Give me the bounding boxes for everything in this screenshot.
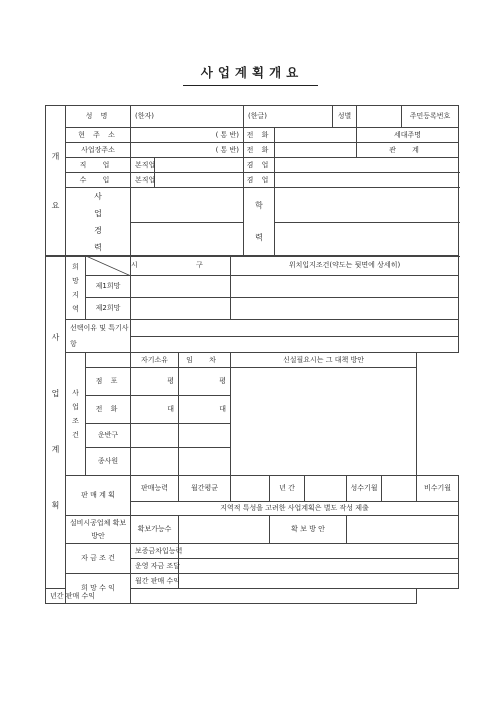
page-title: 사업계획개요 <box>200 65 304 80</box>
gender-label: 성별 <box>333 106 357 128</box>
address-phone-label: 전 화 <box>244 128 275 143</box>
education-field-2[interactable] <box>275 222 459 257</box>
business-side-cell <box>46 256 66 589</box>
income-main-label: 본직업 <box>131 173 155 188</box>
hope-second-label: 제2희망 <box>86 298 131 320</box>
name-hanja-field[interactable]: (한자) <box>131 106 244 128</box>
education-label: 학력 <box>255 201 263 242</box>
facility-label: 설비시공업체 확보 방안 <box>66 516 131 544</box>
income-side-label: 겸 업 <box>244 173 275 188</box>
conditions-corner-cell <box>86 353 131 368</box>
career-label: 사업경력 <box>94 192 102 252</box>
job-label: 직 업 <box>66 158 131 173</box>
overview-side-cell <box>46 106 66 257</box>
store-label: 점 포 <box>86 368 131 396</box>
hope-second-conditions-field[interactable] <box>231 298 459 320</box>
conditions-own-header: 자기소유 <box>131 353 179 368</box>
funds-operating-label: 운영 자금 조달 <box>131 559 179 574</box>
funds-label: 자 금 조 건 <box>66 544 131 574</box>
resident-no-label: 주민등록번호 <box>402 106 459 128</box>
conditions-label-cell <box>66 353 86 476</box>
income-label: 수 입 <box>66 173 131 188</box>
transport-rent-field[interactable] <box>179 424 231 448</box>
store-rent-field[interactable]: 평 <box>179 368 231 396</box>
hope-first-label: 제1희망 <box>86 276 131 298</box>
diagonal-line <box>86 256 131 276</box>
workplace-phone-label: 전 화 <box>244 143 275 158</box>
workplace-phone-field[interactable] <box>275 143 357 158</box>
sales-plan-label: 판 매 계 획 <box>66 476 131 516</box>
sales-peak-field[interactable] <box>382 476 417 502</box>
hope-area-label: 희망지역 <box>72 262 79 313</box>
address-field[interactable]: ( 통 반) <box>131 128 244 143</box>
workplace-label: 사업장주소 <box>66 143 131 158</box>
career-field-2[interactable] <box>131 222 244 257</box>
education-field-1[interactable] <box>275 188 459 223</box>
facility-available-label: 확보가능수 <box>131 516 179 544</box>
sales-capacity-label: 판매능력 <box>131 476 179 502</box>
phone-own-field[interactable]: 대 <box>131 396 179 424</box>
reason-field-1[interactable] <box>131 320 459 337</box>
funds-operating-field[interactable] <box>179 559 459 574</box>
workplace-field[interactable]: ( 통 반) <box>131 143 244 158</box>
reason-field-2[interactable] <box>131 336 459 353</box>
income-yearly-field[interactable] <box>131 589 417 604</box>
conditions-rent-header: 임 차 <box>179 353 231 368</box>
job-side-field[interactable] <box>275 158 459 173</box>
gender-field[interactable] <box>357 106 402 128</box>
conditions-plan-field[interactable] <box>231 368 417 476</box>
name-hangul-field[interactable]: (한글) <box>244 106 333 128</box>
education-label-cell <box>244 188 275 257</box>
overview-side-label-bottom: 요 <box>51 201 60 210</box>
income-side-field[interactable] <box>275 173 459 188</box>
job-main-field[interactable] <box>155 158 244 173</box>
facility-available-field[interactable] <box>179 516 270 544</box>
sales-monthly-field[interactable] <box>231 476 270 502</box>
hope-area-diagonal-cell <box>86 256 131 276</box>
job-side-label: 겸 업 <box>244 158 275 173</box>
sales-yearly-field[interactable] <box>305 476 347 502</box>
income-hope-label: 희 망 수 익 <box>66 574 131 604</box>
funds-deposit-field[interactable] <box>179 544 459 559</box>
income-main-field[interactable] <box>155 173 244 188</box>
overview-side-label-top: 개 <box>51 151 60 161</box>
sales-offpeak-label: 비수기월 <box>417 476 459 502</box>
income-yearly-label: 년간 판매 수익 <box>46 589 66 604</box>
income-monthly-field[interactable] <box>179 574 459 589</box>
relation-label: 관 계 <box>357 143 459 158</box>
facility-method-field[interactable] <box>347 516 459 544</box>
title-underline <box>183 85 318 86</box>
address-label: 현 주 소 <box>66 128 131 143</box>
hope-first-city-field[interactable] <box>131 276 231 298</box>
household-head-label: 세대주명 <box>357 128 459 143</box>
employees-own-field[interactable] <box>131 448 179 476</box>
name-label: 성 명 <box>66 106 131 128</box>
sales-peak-label: 성수기월 <box>347 476 382 502</box>
hope-area-conditions-header: 위치입지조건(약도는 뒷면에 상세히) <box>231 256 459 276</box>
business-side-label: 사 업 계 획 <box>51 333 60 510</box>
funds-deposit-label: 보증금차입능력 <box>131 544 179 559</box>
hope-first-conditions-field[interactable] <box>231 276 459 298</box>
career-field-1[interactable] <box>131 188 244 223</box>
sales-monthly-label: 월간평균 <box>179 476 231 502</box>
job-main-label: 본직업 <box>131 158 155 173</box>
hope-area-label-cell <box>66 256 86 320</box>
overview-table <box>45 105 459 257</box>
reason-label: 선택이유 및 특기사항 <box>66 320 131 353</box>
conditions-plan-header: 신설필요시는 그 대책 방안 <box>231 353 417 368</box>
employees-label: 종사원 <box>86 448 131 476</box>
store-own-field[interactable]: 평 <box>131 368 179 396</box>
phone-rent-field[interactable]: 대 <box>179 396 231 424</box>
conditions-label: 사업조건 <box>72 389 79 439</box>
business-table <box>45 255 459 604</box>
hope-area-city-header: 시 구 <box>131 256 231 276</box>
sales-note: 지역적 특성을 고려한 사업계획은 별도 작성 제출 <box>131 502 459 516</box>
transport-own-field[interactable] <box>131 424 179 448</box>
employees-rent-field[interactable] <box>179 448 231 476</box>
income-monthly-label: 월간 판매 수익 <box>131 574 179 589</box>
address-phone-field[interactable] <box>275 128 357 143</box>
hope-second-city-field[interactable] <box>131 298 231 320</box>
facility-method-label: 확 보 방 안 <box>270 516 347 544</box>
career-label-cell <box>66 188 131 257</box>
sales-yearly-label: 년 간 <box>270 476 305 502</box>
phone-label: 전 화 <box>86 396 131 424</box>
transport-label: 운반구 <box>86 424 131 448</box>
